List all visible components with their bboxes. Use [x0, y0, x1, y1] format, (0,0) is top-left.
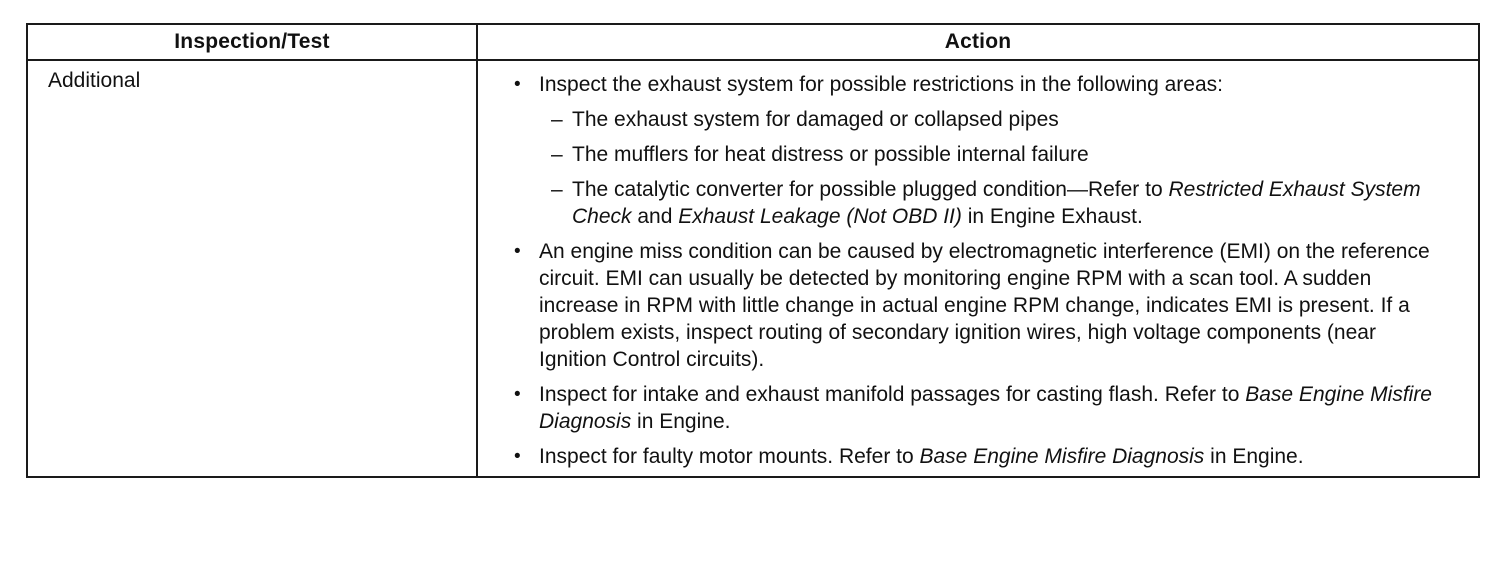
inspection-action-table [26, 23, 1480, 478]
action-item-text: Inspect for intake and exhaust manifold passages for casting flash. Refer to [539, 383, 1246, 406]
action-item-text: in Engine. [631, 410, 731, 433]
reference-exhaust-leakage: Exhaust Leakage (Not OBD II) [678, 205, 962, 228]
action-item-exhaust-restrictions [512, 71, 1448, 230]
action-item-text: in Engine. [1204, 445, 1304, 468]
reference-misfire-diagnosis: Base Engine Misfire Diagnosis [539, 383, 1432, 433]
sub-list [539, 106, 1448, 230]
sub-item-text: The catalytic converter for possible plugged condition—Refer to [572, 178, 1169, 201]
action-item-motor-mounts [512, 443, 1448, 470]
sub-item-mufflers: – The mufflers for heat distress or possible internal failure [539, 141, 1448, 168]
sub-item-text: and [631, 205, 679, 228]
reference-misfire-diagnosis: Base Engine Misfire Diagnosis [919, 445, 1205, 468]
action-item-manifold-passages [512, 381, 1448, 435]
header-action: Action [477, 24, 1479, 60]
reference-restricted-exhaust: Restricted Exhaust System Check [572, 178, 1421, 228]
sub-item-catalytic-converter [539, 176, 1448, 230]
table-header-row [27, 24, 1479, 60]
inspection-cell: Additional [27, 60, 477, 477]
action-item-text: Inspect for faulty motor mounts. Refer to [539, 445, 920, 468]
header-inspection-test: Inspection/Test [27, 24, 477, 60]
sub-item-pipes: – The exhaust system for damaged or collapsed pipes [539, 106, 1448, 133]
table-row [27, 60, 1479, 477]
action-list [512, 71, 1448, 470]
action-item-emi: • An engine miss condition can be caused by electromagnetic interference (EMI) on the reference circuit. EMI can usually be detected by monitoring engine RPM with a scan tool. A sudden increase in RPM with little change in actual engine RPM change, indicates EMI is present. If a problem exists, inspect routing of secondary ignition wires, high voltage components (near Ignition Control circuits). [512, 238, 1448, 373]
action-cell [477, 60, 1479, 477]
sub-item-text: in Engine Exhaust. [961, 205, 1143, 228]
action-item-text: Inspect the exhaust system for possible restrictions in the following areas: [539, 73, 1223, 96]
